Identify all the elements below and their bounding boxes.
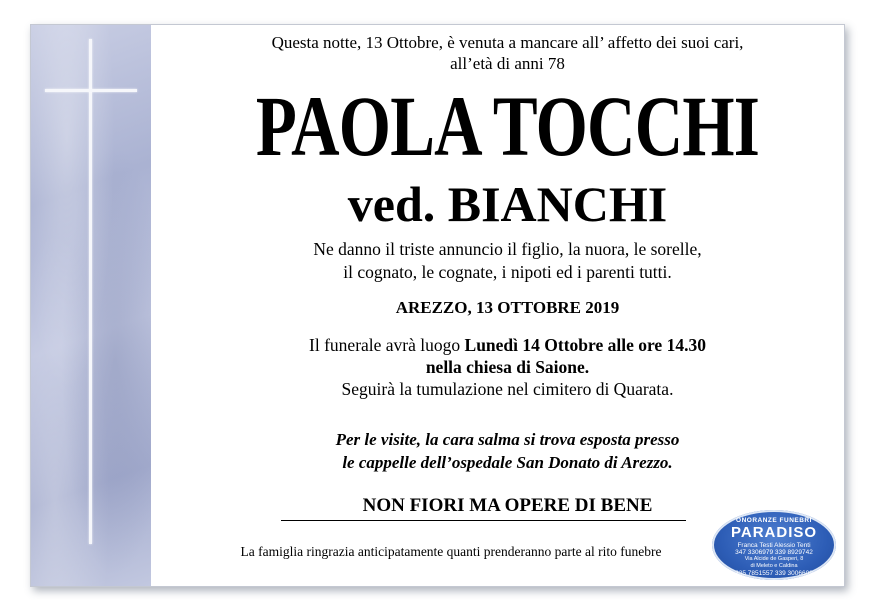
cross-icon [89, 39, 92, 544]
announcement-line-1: Ne danno il triste annuncio il figlio, la nuora, le sorelle, [313, 239, 702, 259]
funeral-line-3: Seguirà la tumulazione nel cimitero di Quarata. [341, 379, 674, 399]
visit-line-1: Per le visite, la cara salma si trova esposta presso [335, 430, 680, 449]
no-flowers-note: NON FIORI MA OPERE DI BENE [362, 495, 653, 516]
divider-line [281, 520, 686, 521]
intro-line-1: Questa notte, 13 Ottobre, è venuta a mancare all’ affetto dei suoi cari, [271, 33, 744, 52]
married-name: ved. BIANCHI [347, 176, 668, 232]
decorative-band [31, 25, 151, 586]
logo-address: Via Alcide de Gasperi, 8 [744, 556, 804, 562]
cross-icon-bar [45, 89, 137, 92]
funeral-datetime: Lunedì 14 Ottobre alle ore 14.30 [464, 335, 706, 355]
funeral-line-2: nella chiesa di Saione. [425, 357, 590, 377]
logo-town: di Meleto e Caldina [750, 563, 798, 569]
deceased-name: PAOLA TOCCHI [255, 78, 760, 174]
funeral-home-logo [712, 510, 836, 580]
logo-top-text: ONORANZE FUNEBRI [736, 517, 812, 524]
logo-brand: PARADISO [730, 524, 818, 541]
intro-line-2: all’età di anni 78 [450, 54, 565, 73]
thanks-note: La famiglia ringrazia anticipatamente quanti prenderanno parte al rito funebre [240, 544, 662, 559]
announcement-line-2: il cognato, le cognate, i nipoti ed i parenti tutti. [343, 262, 672, 282]
logo-names: Franca Testi Alessio Tenti [737, 542, 811, 549]
logo-bottom-phones: 335 7851557 339 3006609 [735, 570, 813, 577]
place-date: AREZZO, 13 OTTOBRE 2019 [395, 298, 620, 317]
visit-line-2: le cappelle dell’ospedale San Donato di Arezzo. [342, 453, 673, 472]
deceased-name-wrap [171, 78, 844, 174]
obituary-notice [30, 24, 845, 587]
funeral-line-1 [171, 335, 844, 356]
logo-phones: 347 3306979 339 8929742 [735, 549, 813, 556]
funeral-prefix: Il funerale avrà luogo [309, 335, 465, 355]
